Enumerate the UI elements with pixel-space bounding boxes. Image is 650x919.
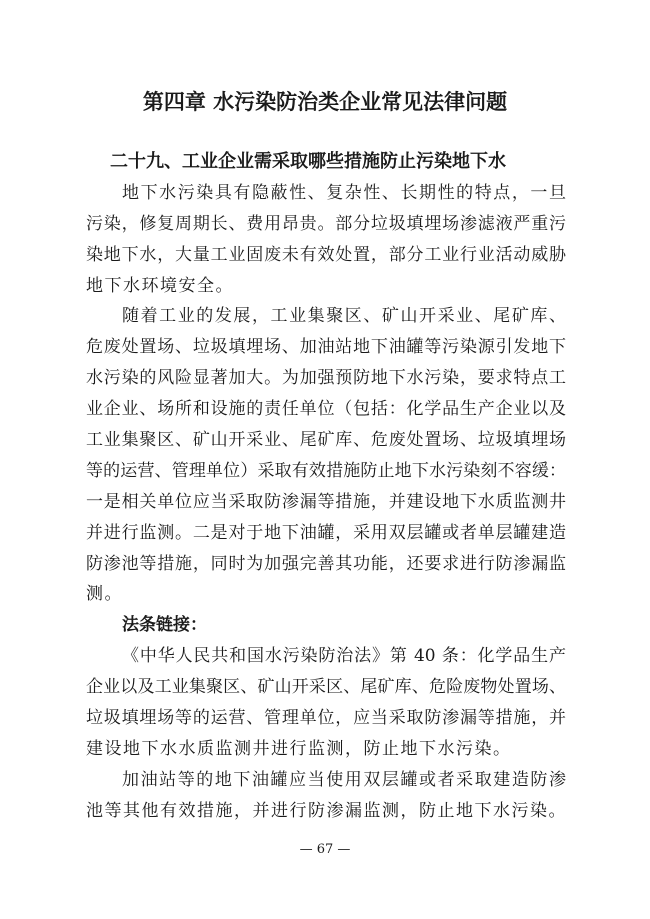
text-line: 染地下水，大量工业固废未有效处置，部分工业行业活动威胁 (86, 244, 566, 265)
chapter-title: 第四章 水污染防治类企业常见法律问题 (142, 90, 508, 114)
paragraph (86, 178, 566, 302)
paragraphs (86, 178, 566, 610)
text-line: 一是相关单位应当采取防渗漏等措施，并建设地下水质监测井 (86, 491, 566, 512)
text-line: 防渗池等措施，同时为加强完善其功能，还要求进行防渗漏监 (86, 553, 566, 574)
section-title: 二十九、工业企业需采取哪些措施防止污染地下水 (110, 151, 506, 172)
page-body (86, 147, 566, 827)
text-line: 随着工业的发展，工业集聚区、矿山开采业、尾矿库、 (122, 306, 566, 327)
page-number: — 67 — (299, 842, 351, 857)
text-line: 地下水污染具有隐蔽性、复杂性、长期性的特点，一旦 (122, 182, 566, 203)
text-line: 工业集聚区、矿山开采业、尾矿库、危废处置场、垃圾填埋场 (86, 430, 566, 451)
law-paragraphs (86, 641, 566, 826)
paragraph (86, 765, 566, 827)
text-line: 等的运营、管理单位）采取有效措施防止地下水污染刻不容缓： (86, 460, 566, 481)
text-line: 池等其他有效措施，并进行防渗漏监测，防止地下水污染。 (86, 800, 567, 821)
text-line: 《中华人民共和国水污染防治法》第 40 条：化学品生产 (122, 646, 566, 667)
text-line: 危废处置场、垃圾填埋场、加油站地下油罐等污染源引发地下 (86, 337, 566, 358)
text-line: 测。 (86, 584, 123, 605)
text-line: 地下水环境安全。 (86, 275, 234, 296)
text-line: 建设地下水水质监测井进行监测，防止地下水污染。 (86, 738, 512, 759)
text-line: 企业以及工业集聚区、矿山开采区、尾矿库、危险废物处置场、 (86, 677, 566, 698)
paragraph (86, 301, 566, 610)
text-line: 并进行监测。二是对于地下油罐，采用双层罐或者单层罐建造 (86, 522, 566, 543)
paragraph (86, 641, 566, 765)
law-link-label: 法条链接： (122, 615, 207, 636)
text-line: 水污染的风险显著加大。为加强预防地下水污染，要求特点工 (86, 368, 566, 389)
text-line: 垃圾填埋场等的运营、管理单位，应当采取防渗漏等措施，并 (86, 708, 566, 729)
text-line: 业企业、场所和设施的责任单位（包括：化学品生产企业以及 (86, 399, 566, 420)
text-line: 加油站等的地下油罐应当使用双层罐或者采取建造防渗 (122, 769, 566, 790)
text-line: 污染，修复周期长、费用昂贵。部分垃圾填埋场渗滤液严重污 (86, 213, 566, 234)
